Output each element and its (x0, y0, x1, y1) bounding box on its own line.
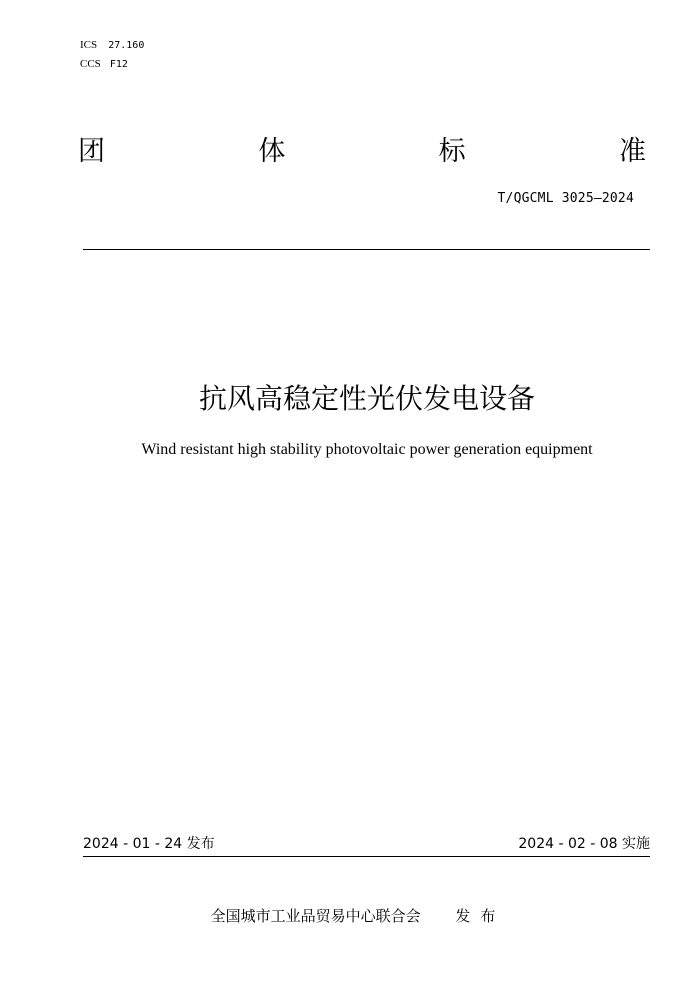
title-english: Wind resistant high stability photovoltaic power generation equipment (141, 441, 593, 458)
standard-code: T/QGCML 3025—2024 (497, 191, 634, 206)
ics-label: ICS (80, 39, 98, 51)
standard-type-char: 准 (618, 136, 646, 167)
ccs-line (80, 52, 128, 71)
issuer-organization: 全国城市工业品贸易中心联合会 (210, 907, 421, 925)
top-divider (83, 249, 650, 250)
ics-line (80, 33, 144, 52)
standard-type-heading (78, 134, 646, 174)
standard-type-char: 标 (438, 136, 466, 167)
ccs-value: F12 (109, 59, 128, 70)
title-chinese: 抗风高稳定性光伏发电设备 (198, 382, 535, 415)
ics-value: 27.160 (108, 40, 145, 51)
standard-type-char: 体 (258, 136, 286, 167)
standard-type-char: 团 (78, 136, 105, 167)
issuer-line (0, 905, 700, 926)
issue-word: 发布 (455, 907, 506, 925)
ccs-label: CCS (80, 58, 101, 70)
bottom-divider (83, 856, 650, 857)
release-date: 2024 - 01 - 24 发布 (83, 836, 215, 852)
implementation-date: 2024 - 02 - 08 实施 (518, 836, 650, 852)
